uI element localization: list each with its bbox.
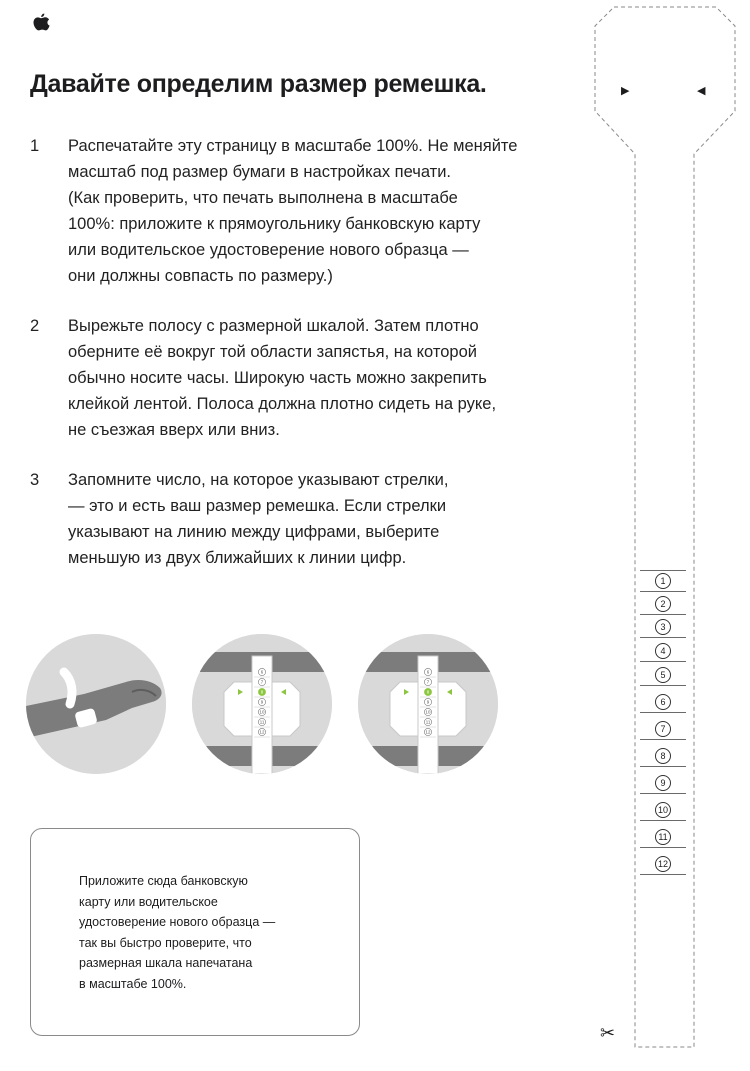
scale-number: 10 [425, 709, 431, 715]
size-number: 2 [655, 596, 671, 612]
step-line: меньшую из двух ближайших к линии цифр. [68, 549, 407, 567]
step-line: (Как проверить, что печать выполнена в масштабе [68, 189, 458, 207]
step-number: 1 [30, 137, 40, 155]
step-number: 2 [30, 317, 40, 335]
step-line: Запомните число, на которое указывают стрелки, [68, 471, 449, 489]
size-row [640, 718, 686, 740]
step-line: Распечатайте эту страницу в масштабе 100%. Не меняйте [68, 137, 518, 155]
step-line: указывают на линию между цифрами, выберите [68, 523, 440, 541]
size-row [640, 826, 686, 848]
scale-number: 6 [426, 669, 430, 675]
card-line: карту или водительское [79, 894, 218, 909]
step-line: или водительское удостоверение нового образца — [68, 241, 469, 259]
size-row [640, 664, 686, 686]
scale-number: 11 [259, 719, 265, 725]
step-text [68, 467, 578, 571]
card-line: удостоверение нового образца — [79, 915, 276, 929]
scale-number: 12 [259, 729, 265, 735]
step-line: клейкой лентой. Полоса должна плотно сидеть на руке, [68, 395, 497, 413]
size-number: 6 [655, 694, 671, 710]
step-line: Вырежьте полосу с размерной шкалой. Затем плотно [68, 317, 479, 335]
measuring-strap [594, 6, 736, 1048]
scale-number: 9 [260, 699, 264, 705]
strap-cut-outline [594, 6, 736, 1048]
size-row [640, 745, 686, 767]
size-number: 12 [655, 856, 671, 872]
size-number: 1 [655, 573, 671, 589]
card-line: в масштабе 100%. [79, 976, 187, 991]
scale-number: 6 [260, 669, 264, 675]
size-row [640, 640, 686, 662]
size-row [640, 853, 686, 875]
card-line: Приложите сюда банковскую [79, 874, 248, 888]
apple-logo-icon [30, 12, 52, 36]
step-number: 3 [30, 471, 40, 489]
step-text [68, 313, 578, 443]
size-row [640, 799, 686, 821]
card-line: так вы быстро проверите, что [79, 935, 252, 950]
card-line: размерная шкала напечатана [79, 956, 253, 970]
scale-number: 12 [425, 729, 431, 735]
scale-number: 9 [426, 699, 430, 705]
size-row [640, 616, 686, 638]
scale-number: 8 [426, 689, 430, 695]
size-row [640, 691, 686, 713]
size-row [640, 593, 686, 615]
size-number: 8 [655, 748, 671, 764]
strap-closeup-illustration-1 [192, 634, 332, 774]
card-instructions [79, 871, 329, 994]
step-line: — это и есть ваш размер ремешка. Если стрелки [68, 497, 447, 515]
step-line: обычно носите часы. Широкую часть можно закрепить [68, 369, 487, 387]
scale-number: 7 [260, 679, 264, 685]
step-line: не съезжая вверх или вниз. [68, 421, 280, 439]
step-text [68, 133, 578, 289]
arrow-right-icon: ▶ [621, 85, 630, 97]
scale-number: 11 [425, 719, 431, 725]
step-line: 100%: приложите к прямоугольнику банковскую карту [68, 215, 481, 233]
step-line: масштаб под размер бумаги в настройках печати. [68, 163, 451, 181]
step-line: оберните её вокруг той области запястья, на которой [68, 343, 477, 361]
step-line: они должны совпасть по размеру.) [68, 267, 333, 285]
scale-number: 10 [259, 709, 265, 715]
size-number: 4 [655, 643, 671, 659]
scissors-icon: ✂ [600, 1023, 616, 1043]
strap-closeup-illustration-2 [358, 634, 498, 774]
size-row [640, 570, 686, 592]
size-number: 9 [655, 775, 671, 791]
wrist-icon [26, 634, 166, 774]
card-placement-box [30, 828, 360, 1036]
size-number: 11 [655, 829, 671, 845]
size-number: 7 [655, 721, 671, 737]
size-number: 10 [655, 802, 671, 818]
arrow-left-icon: ◀ [697, 85, 706, 97]
strap-scale-icon [358, 634, 498, 774]
size-row [640, 772, 686, 794]
strap-scale-icon [192, 634, 332, 774]
wrap-strap-illustration [26, 634, 166, 774]
scale-number: 7 [426, 679, 430, 685]
size-number: 3 [655, 619, 671, 635]
scale-number: 8 [260, 689, 264, 695]
page-title: Давайте определим размер ремешка. [30, 70, 487, 98]
size-number: 5 [655, 667, 671, 683]
